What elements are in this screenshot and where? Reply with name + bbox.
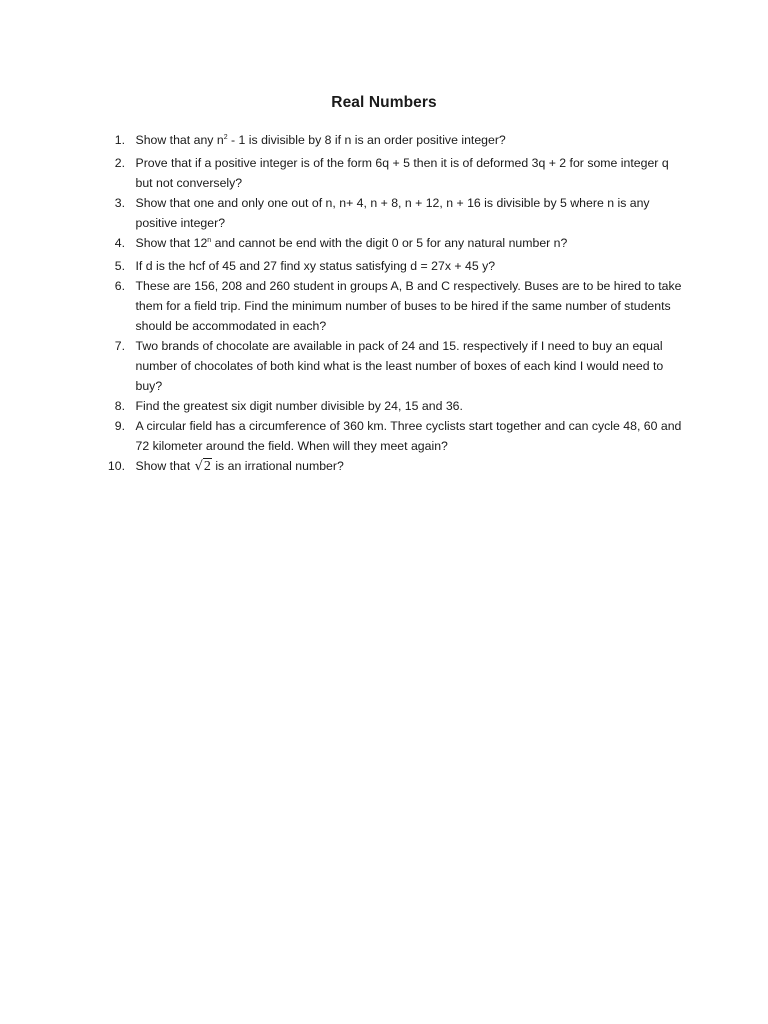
list-item [106, 396, 682, 416]
item-text: A circular field has a circumference of 360 km. Three cyclists start together and can cycle 48, 60 and 72 kilometer around the field. When will they meet again? [135, 419, 682, 453]
item-text: Show that one and only one out of n, n+ 4, n + 8, n + 12, n + 16 is divisible by 5 where n is any positive integer? [135, 196, 650, 230]
item-text: Two brands of chocolate are available in pack of 24 and 15. respectively if I need to buy an equal number of chocolates of both kind what is the least number of boxes of each kind I would need to buy? [135, 339, 664, 393]
list-item [106, 130, 682, 153]
radical-sign: √ [194, 459, 203, 474]
item-number: 9. [114, 419, 125, 433]
list-item [106, 256, 682, 276]
radicand: 2 [203, 459, 211, 474]
list-item [106, 276, 682, 336]
item-text: Find the greatest six digit number divisible by 24, 15 and 36. [135, 399, 463, 413]
square-root [194, 456, 212, 477]
list-item [106, 153, 682, 193]
list-item [106, 416, 682, 456]
item-number: 6. [114, 279, 125, 293]
item-text: Show that 12$^n$ and cannot be end with the digit 0 or 5 for any natural number n? [135, 236, 568, 250]
page-title: Real Numbers [331, 94, 437, 111]
item-number: 2. [114, 156, 125, 170]
item-number: 5. [114, 259, 125, 273]
item-number: 8. [114, 399, 125, 413]
item-number: 10. [107, 459, 125, 473]
item-text: Show that √2 is an irrational number? [136, 459, 344, 473]
exponent: n [207, 237, 212, 244]
question-list [106, 130, 682, 477]
item-text: If d is the hcf of 45 and 27 find xy status satisfying d = 27x + 45 y? [135, 259, 496, 273]
item-text: Show that any $n^2 - 1$ is divisible by 8 if n is an order positive integer? [135, 133, 506, 147]
item-number: 1. [114, 133, 125, 147]
item-number: 7. [114, 339, 125, 353]
item-number: 3. [114, 196, 125, 210]
item-text: These are 156, 208 and 260 student in groups A, B and C respectively. Buses are to be hired to take them for a field trip. Find the minimum number of buses to be hired if the same number of students should be accommodated in each? [135, 279, 682, 333]
item-number: 4. [114, 236, 125, 250]
item-text: Prove that if a positive integer is of the form 6q + 5 then it is of deformed 3q + 2 for some integer q but not conversely? [135, 156, 669, 190]
list-item [106, 193, 682, 233]
list-item [106, 456, 682, 477]
exponent: 2 [223, 134, 228, 141]
list-item [106, 336, 682, 396]
list-item [106, 233, 682, 256]
